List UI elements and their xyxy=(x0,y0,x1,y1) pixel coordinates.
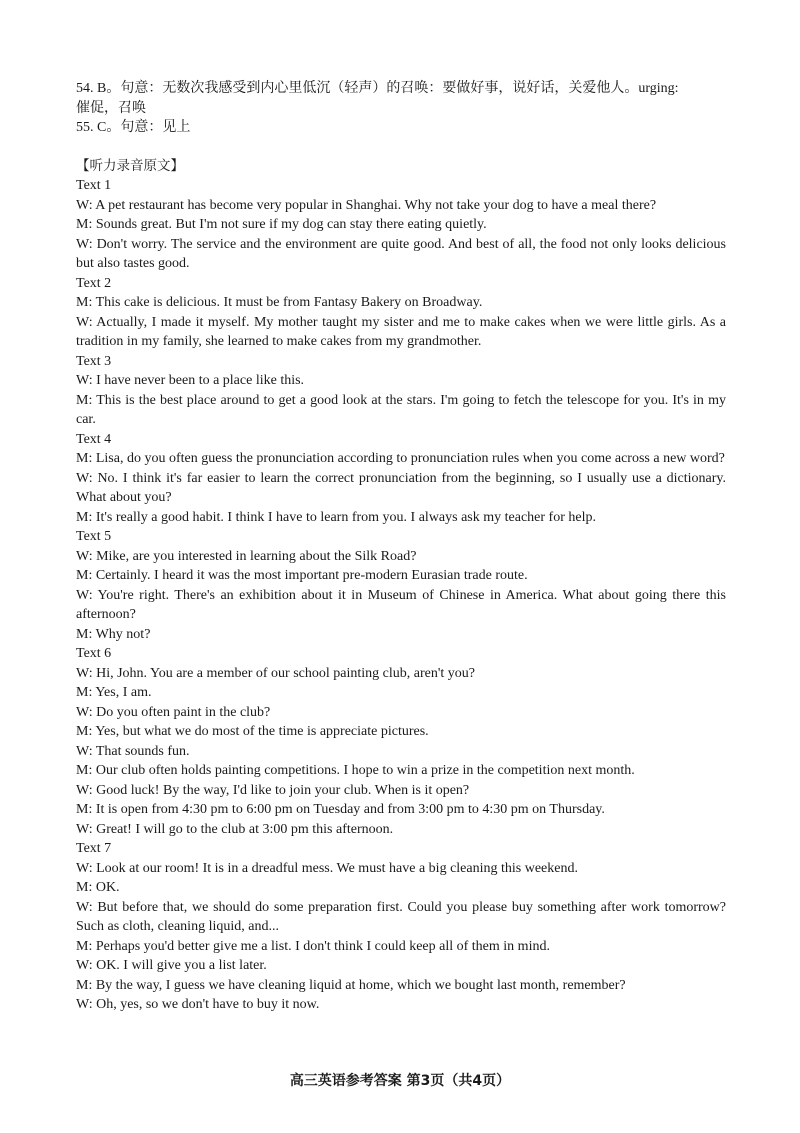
dialogue-line: W: OK. I will give you a list later. xyxy=(76,958,267,973)
transcript-label: Text 6 xyxy=(76,646,112,661)
dialogue-line: W: That sounds fun. xyxy=(76,743,190,759)
dialogue-line: W: Mike, are you interested in learning about the Silk Road? xyxy=(76,548,417,564)
transcript-label: Text 3 xyxy=(76,353,112,369)
answer-explanations xyxy=(76,79,726,138)
transcript-label: Text 4 xyxy=(76,431,112,447)
dialogue-line: W: Great! I will go to the club at 3:00 pm this afternoon. xyxy=(76,821,394,837)
transcript-text-5 xyxy=(76,527,726,644)
page-footer: 高三英语参考答案 第3页（共4页） xyxy=(289,1073,511,1089)
answer-55-line-1: 55. C。句意：见上 xyxy=(76,120,191,135)
dialogue-line: M: It's really a good habit. I think I have to learn from you. I always ask my teacher for help. xyxy=(76,509,596,525)
dialogue-line: W: No. I think it's far easier to learn the correct pronunciation from the beginning, so I usually use a dictionary. What about you? xyxy=(76,470,726,505)
answer-54-line-2: 催促，召唤 xyxy=(76,100,146,116)
transcript-text-4 xyxy=(76,430,726,528)
transcript-text-3 xyxy=(76,352,726,430)
dialogue-line: W: Actually, I made it myself. My mother taught my sister and me to make cakes when we were little girls. As a tradition in my family, she learned to make cakes from my grandmother. xyxy=(76,314,726,349)
dialogue-line: M: Sounds great. But I'm not sure if my dog can stay there eating quietly. xyxy=(76,217,487,232)
dialogue-line: W: Don't worry. The service and the environment are quite good. And best of all, the food not only looks delicious but also tastes good. xyxy=(76,236,726,271)
dialogue-line: M: Why not? xyxy=(76,626,151,642)
transcript-text-6 xyxy=(76,644,726,839)
dialogue-line: W: But before that, we should do some preparation first. Could you please buy something after work tomorrow? Such as cloth, cleaning liquid, and... xyxy=(76,899,726,934)
dialogue-line: M: This cake is delicious. It must be from Fantasy Bakery on Broadway. xyxy=(76,295,483,310)
transcript-text-7 xyxy=(76,839,726,1015)
dialogue-line: M: Certainly. I heard it was the most important pre-modern Eurasian trade route. xyxy=(76,568,528,583)
dialogue-line: M: It is open from 4:30 pm to 6:00 pm on Tuesday and from 3:00 pm to 4:30 pm on Thursday. xyxy=(76,802,605,817)
answer-55 xyxy=(76,118,726,138)
dialogue-line: M: Perhaps you'd better give me a list. I don't think I could keep all of them in mind. xyxy=(76,938,550,954)
dialogue-line: W: Oh, yes, so we don't have to buy it now. xyxy=(76,997,320,1012)
dialogue-line: M: OK. xyxy=(76,880,120,895)
transcript-label: Text 5 xyxy=(76,529,112,544)
transcript-text-1 xyxy=(76,176,726,274)
dialogue-line: M: Yes, I am. xyxy=(76,685,152,700)
document-body xyxy=(76,79,726,1015)
dialogue-line: M: By the way, I guess we have cleaning liquid at home, which we bought last month, remember? xyxy=(76,977,626,993)
transcript-text-2 xyxy=(76,274,726,352)
dialogue-line: W: I have never been to a place like this. xyxy=(76,373,305,388)
dialogue-line: W: You're right. There's an exhibition about it in Museum of Chinese in America. What about going there this afternoon? xyxy=(76,587,726,622)
transcript-label: Text 1 xyxy=(76,178,112,193)
dialogue-line: W: Look at our room! It is in a dreadful mess. We must have a big cleaning this weekend. xyxy=(76,860,578,876)
section-title: 【听力录音原文】 xyxy=(76,157,184,174)
answer-54 xyxy=(76,79,726,118)
dialogue-line: W: Hi, John. You are a member of our school painting club, aren't you? xyxy=(76,665,475,681)
answer-54-line-1: 54. B。句意：无数次我感受到内心里低沉（轻声）的召唤：要做好事，说好话，关爱他人。urging: xyxy=(76,81,679,96)
transcript-label: Text 2 xyxy=(76,275,112,291)
dialogue-line: M: Our club often holds painting competitions. I hope to win a prize in the competition next month. xyxy=(76,763,635,778)
listening-transcript xyxy=(76,176,726,1015)
dialogue-line: M: This is the best place around to get a good look at the stars. I'm going to fetch the telescope for you. It's in my car. xyxy=(76,392,726,427)
transcript-label: Text 7 xyxy=(76,841,112,856)
dialogue-line: M: Yes, but what we do most of the time is appreciate pictures. xyxy=(76,724,429,739)
dialogue-line: W: Good luck! By the way, I'd like to join your club. When is it open? xyxy=(76,782,470,798)
dialogue-line: W: Do you often paint in the club? xyxy=(76,704,271,720)
dialogue-line: M: Lisa, do you often guess the pronunciation according to pronunciation rules when you come across a new word? xyxy=(76,451,725,466)
dialogue-line: W: A pet restaurant has become very popular in Shanghai. Why not take your dog to have a meal there? xyxy=(76,197,657,213)
